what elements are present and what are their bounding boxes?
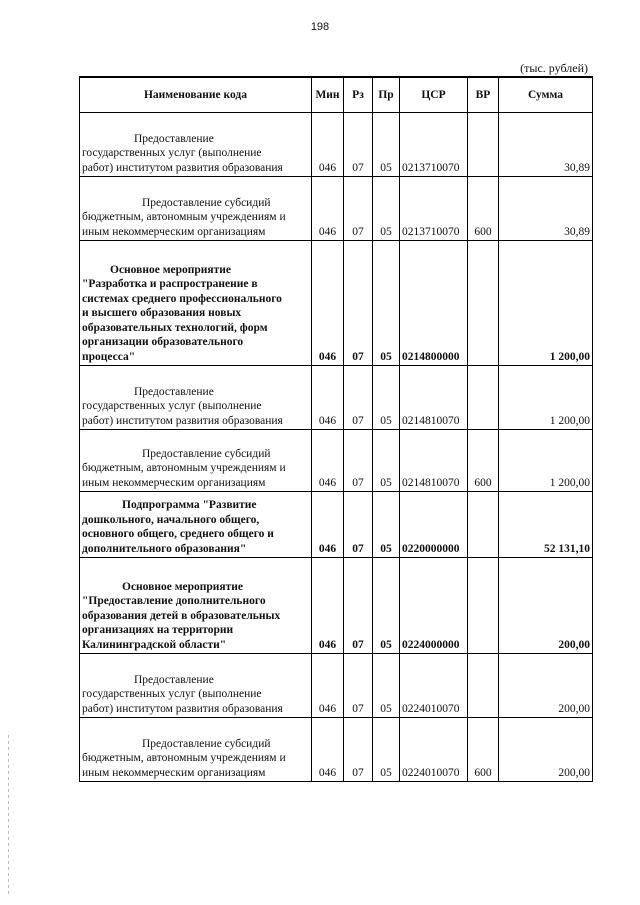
table-row xyxy=(80,492,593,558)
row-name-line: Предоставление субсидий xyxy=(142,447,271,460)
row-rz: 07 xyxy=(344,654,373,718)
row-sum: 200,00 xyxy=(499,654,593,718)
row-rz: 07 xyxy=(344,718,373,782)
row-name-line: иным некоммерческим организациям xyxy=(82,766,266,779)
row-name-line: Предоставление субсидий xyxy=(142,196,271,209)
row-name-line: работ) институтом развития образования xyxy=(82,161,283,174)
row-pr: 05 xyxy=(373,113,400,177)
row-csr: 0214800000 xyxy=(400,241,468,366)
row-min: 046 xyxy=(312,366,344,430)
row-csr: 0213710070 xyxy=(400,177,468,241)
row-csr: 0224000000 xyxy=(400,558,468,654)
row-name-line: Предоставление xyxy=(134,132,214,145)
table-row xyxy=(80,241,593,366)
row-sum: 200,00 xyxy=(499,718,593,782)
row-name xyxy=(80,654,312,718)
row-pr: 05 xyxy=(373,241,400,366)
row-name-line: образовательных технологий, форм xyxy=(82,321,268,334)
row-name-line: образования детей в образовательных xyxy=(82,609,281,622)
row-pr: 05 xyxy=(373,366,400,430)
header-rz: Рз xyxy=(344,77,373,113)
row-pr: 05 xyxy=(373,558,400,654)
row-rz: 07 xyxy=(344,366,373,430)
row-vr xyxy=(468,492,499,558)
row-min: 046 xyxy=(312,654,344,718)
row-name-line: "Предоставление дополнительного xyxy=(82,595,266,607)
row-name-line: Калининградской области" xyxy=(82,638,227,651)
row-pr: 05 xyxy=(373,430,400,492)
row-name-line: процесса" xyxy=(82,350,136,363)
row-csr: 0214810070 xyxy=(400,366,468,430)
row-min: 046 xyxy=(312,430,344,492)
row-name-line: основного общего, среднего общего и xyxy=(82,528,274,540)
row-name-line: Подпрограмма "Развитие xyxy=(122,499,257,511)
row-rz: 07 xyxy=(344,430,373,492)
row-csr: 0224010070 xyxy=(400,718,468,782)
row-pr: 05 xyxy=(373,177,400,241)
row-vr: 600 xyxy=(468,430,499,492)
row-name-line: и высшего образования новых xyxy=(82,307,242,319)
row-vr: 600 xyxy=(468,718,499,782)
table-row xyxy=(80,113,593,177)
row-sum: 200,00 xyxy=(499,558,593,654)
row-pr: 05 xyxy=(373,654,400,718)
header-vr: ВР xyxy=(468,77,499,113)
scan-artifact xyxy=(8,735,9,895)
row-name-line: Предоставление субсидий xyxy=(142,737,271,750)
row-name-line: дошкольного, начального общего, xyxy=(82,513,260,526)
units-label: (тыс. рублей) xyxy=(520,61,588,75)
row-name-line: иным некоммерческим организациям xyxy=(82,476,266,489)
row-name-line: организациях на территории xyxy=(82,624,234,636)
row-rz: 07 xyxy=(344,177,373,241)
row-vr xyxy=(468,654,499,718)
row-min: 046 xyxy=(312,241,344,366)
row-name-line: работ) институтом развития образования xyxy=(82,702,283,715)
row-name-line: иным некоммерческим организациям xyxy=(82,225,266,238)
header-csr: ЦСР xyxy=(400,77,468,113)
row-rz: 07 xyxy=(344,558,373,654)
row-min: 046 xyxy=(312,558,344,654)
row-rz: 07 xyxy=(344,113,373,177)
row-sum: 30,89 xyxy=(499,177,593,241)
row-name xyxy=(80,718,312,782)
table-row xyxy=(80,654,593,718)
row-pr: 05 xyxy=(373,492,400,558)
row-vr xyxy=(468,241,499,366)
table-row xyxy=(80,558,593,654)
table-row xyxy=(80,366,593,430)
table-header-row xyxy=(80,77,593,113)
row-name-line: организации образовательного xyxy=(82,336,244,348)
row-name xyxy=(80,241,312,366)
row-name-line: системах среднего профессионального xyxy=(82,292,282,305)
row-min: 046 xyxy=(312,177,344,241)
row-rz: 07 xyxy=(344,241,373,366)
row-name xyxy=(80,366,312,430)
budget-table xyxy=(79,76,593,782)
page-number: 198 xyxy=(310,21,330,33)
header-min: Мин xyxy=(312,77,344,113)
row-name-line: Предоставление xyxy=(134,385,214,398)
row-name xyxy=(80,492,312,558)
row-sum: 30,89 xyxy=(499,113,593,177)
row-csr: 0220000000 xyxy=(400,492,468,558)
row-min: 046 xyxy=(312,113,344,177)
table-row xyxy=(80,718,593,782)
row-vr xyxy=(468,558,499,654)
row-name-line: Предоставление xyxy=(134,673,214,686)
row-sum: 1 200,00 xyxy=(499,366,593,430)
row-name-line: государственных услуг (выполнение xyxy=(82,688,262,700)
row-csr: 0224010070 xyxy=(400,654,468,718)
row-sum: 1 200,00 xyxy=(499,241,593,366)
row-vr xyxy=(468,366,499,430)
row-name xyxy=(80,113,312,177)
header-sum: Сумма xyxy=(499,77,593,113)
row-vr: 600 xyxy=(468,177,499,241)
row-name-line: дополнительного образования" xyxy=(82,542,247,555)
row-min: 046 xyxy=(312,718,344,782)
row-rz: 07 xyxy=(344,492,373,558)
row-name-line: государственных услуг (выполнение xyxy=(82,147,262,159)
header-name: Наименование кода xyxy=(80,77,312,113)
row-name-line: работ) институтом развития образования xyxy=(82,414,283,427)
row-min: 046 xyxy=(312,492,344,558)
row-name xyxy=(80,558,312,654)
row-name-line: "Разработка и распространение в xyxy=(82,278,258,290)
row-name-line: бюджетным, автономным учреждениям и xyxy=(82,462,286,474)
row-name-line: государственных услуг (выполнение xyxy=(82,400,262,412)
row-csr: 0214810070 xyxy=(400,430,468,492)
table-row xyxy=(80,430,593,492)
row-pr: 05 xyxy=(373,718,400,782)
row-name-line: Основное мероприятие xyxy=(122,580,244,593)
row-vr xyxy=(468,113,499,177)
row-name xyxy=(80,430,312,492)
row-name-line: бюджетным, автономным учреждениям и xyxy=(82,211,286,223)
row-name-line: бюджетным, автономным учреждениям и xyxy=(82,752,286,764)
row-csr: 0213710070 xyxy=(400,113,468,177)
row-name xyxy=(80,177,312,241)
row-sum: 52 131,10 xyxy=(499,492,593,558)
row-sum: 1 200,00 xyxy=(499,430,593,492)
header-pr: Пр xyxy=(373,77,400,113)
row-name-line: Основное мероприятие xyxy=(110,263,232,276)
table-row xyxy=(80,177,593,241)
